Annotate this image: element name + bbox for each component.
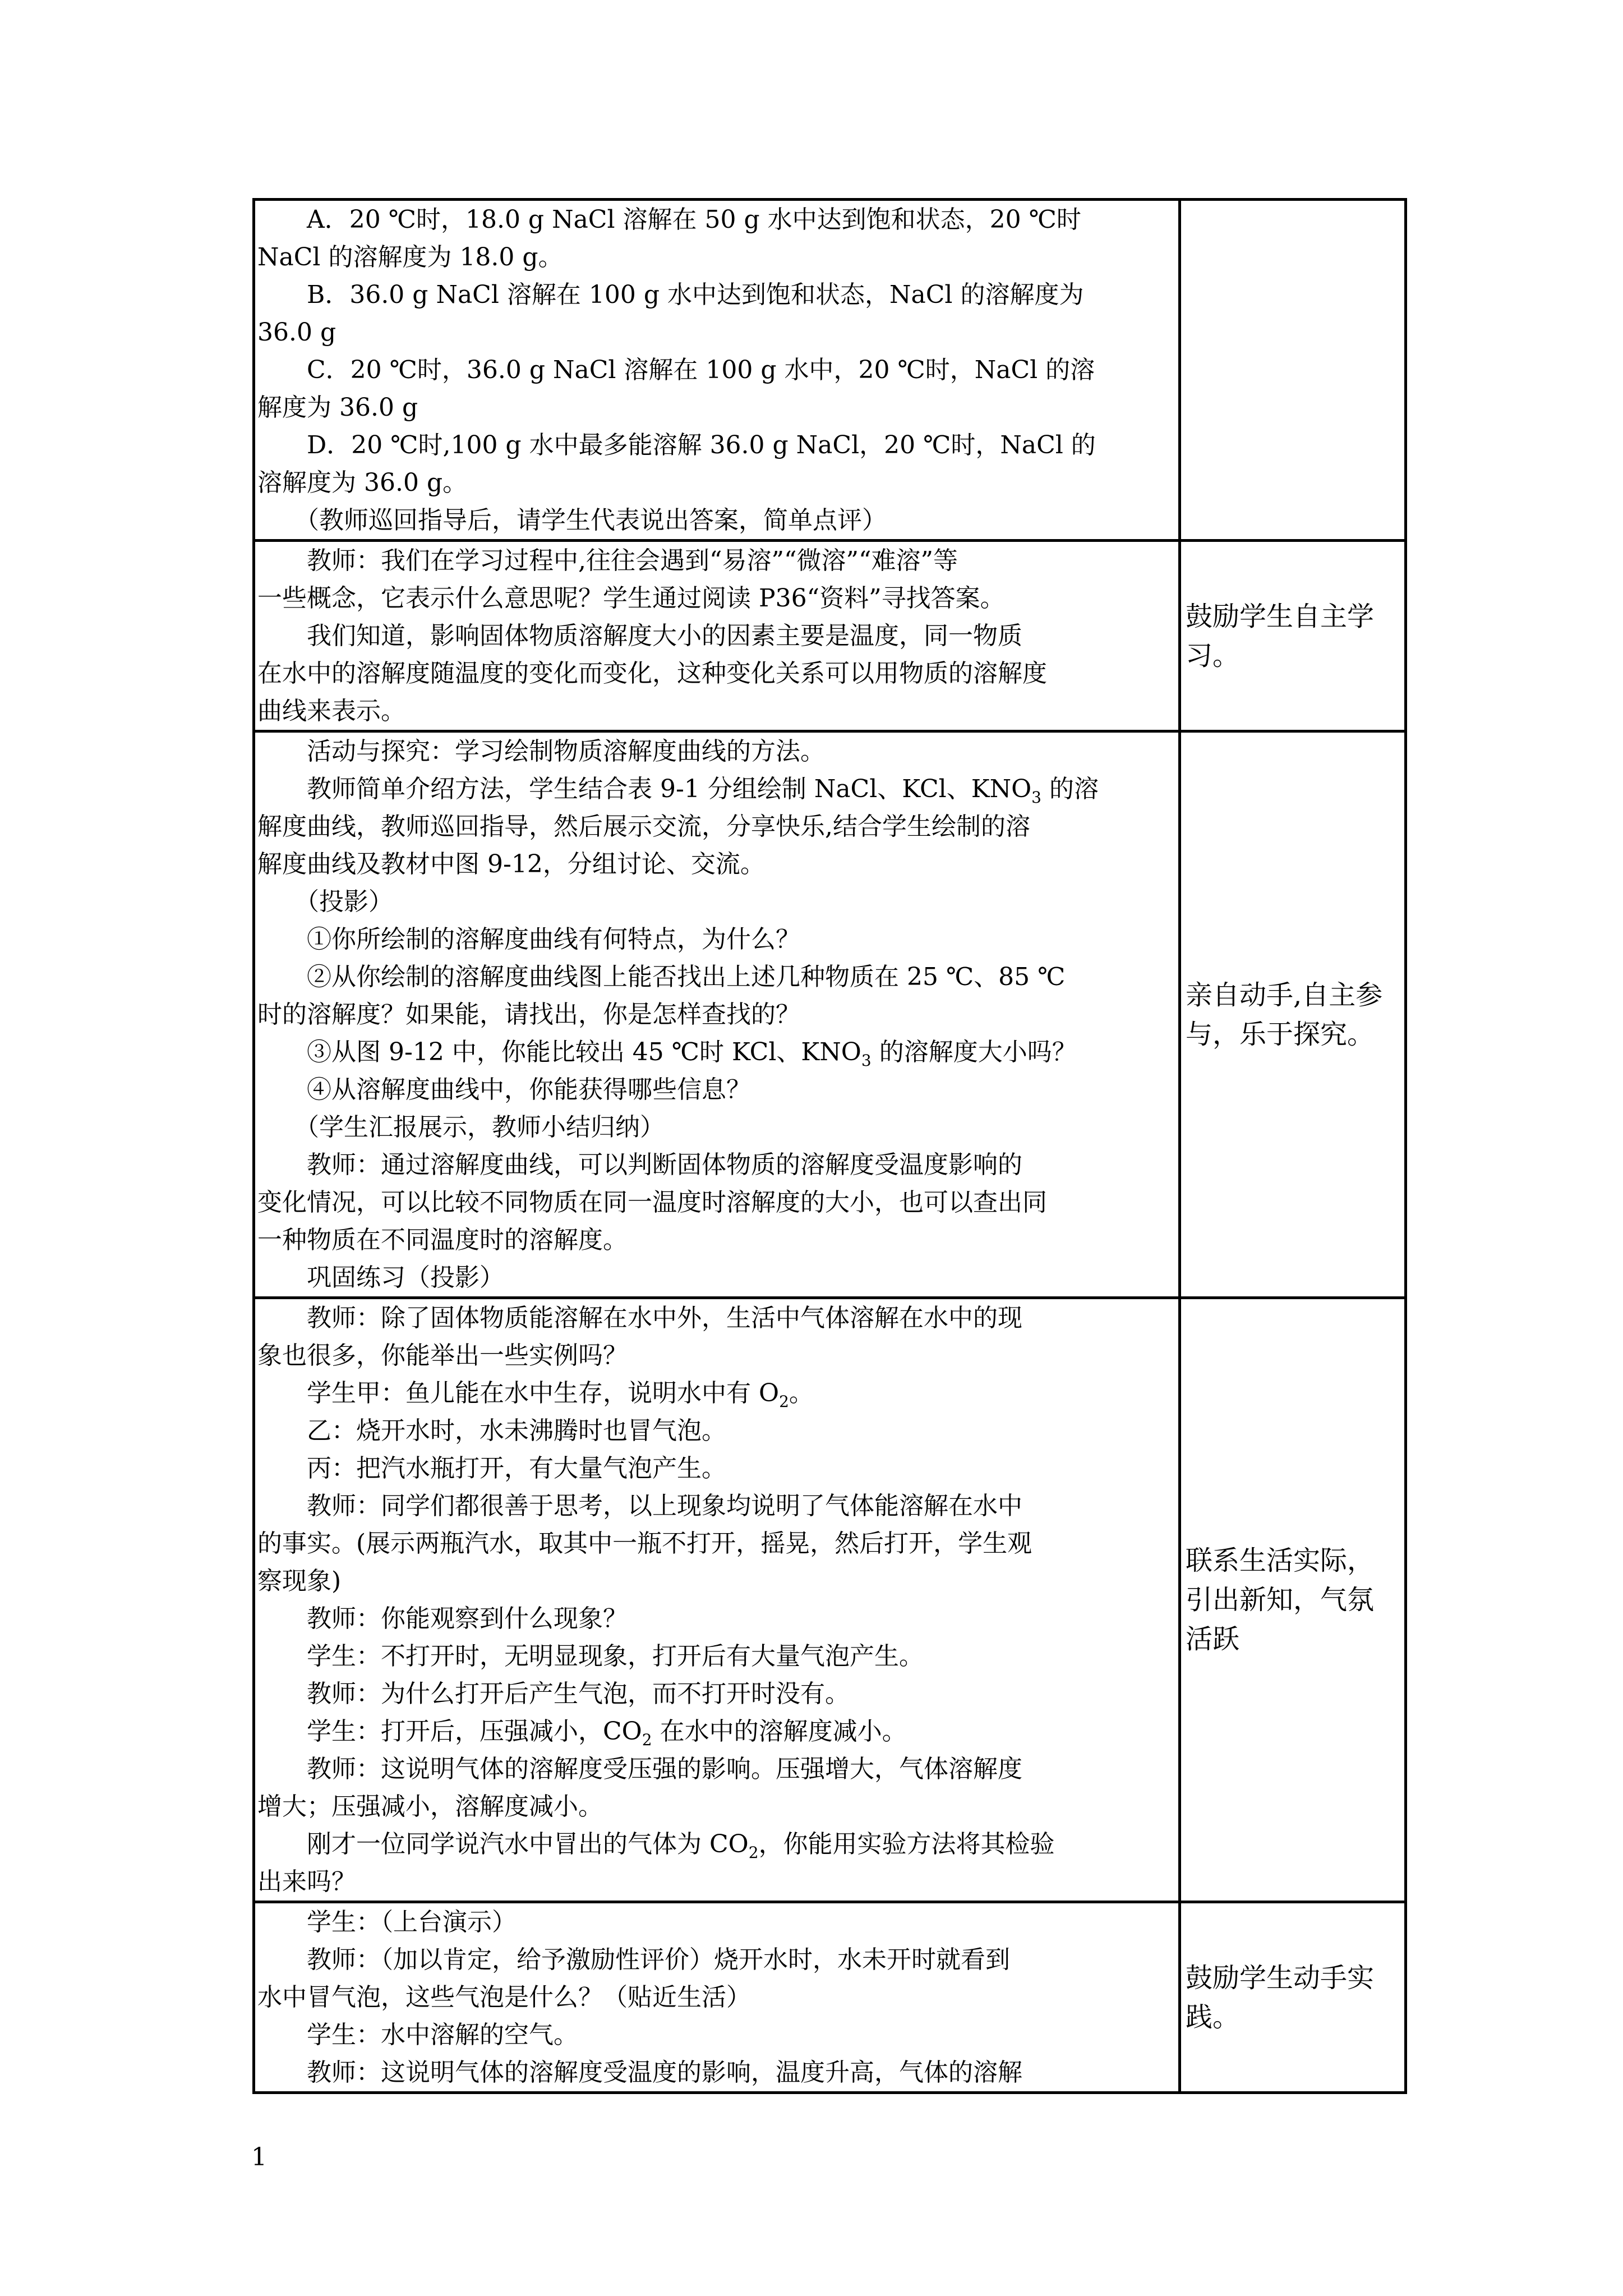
text-line: （投影） — [257, 887, 393, 916]
text-line: 活动与探究：学习绘制物质溶解度曲线的方法。 — [257, 737, 825, 766]
text-line: 解度曲线及教材中图 9-12，分组讨论、交流。 — [257, 850, 765, 878]
text-line: 变化情况，可以比较不同物质在同一温度时溶解度的大小，也可以查出同 — [257, 1188, 1047, 1217]
text-line: 学生：（上台演示） — [257, 1908, 517, 1936]
remark-text: 联系生活实际，引出新知，气氛活跃 — [1186, 1545, 1375, 1655]
table-row — [254, 1902, 1406, 2093]
text-line: （教师巡回指导后，请学生代表说出答案，简单点评） — [257, 506, 887, 535]
text-line: 刚才一位同学说汽水中冒出的气体为 $CO_2$，你能用实验方法将其检验 — [257, 1830, 1055, 1862]
text-line: 象也很多，你能举出一些实例吗？ — [257, 1341, 628, 1370]
text-line: 水中冒气泡，这些气泡是什么？（贴近生活） — [257, 1983, 751, 2012]
text-line: ②从你绘制的溶解度曲线图上能否找出上述几种物质在 25 ℃、85 ℃ — [257, 963, 1066, 991]
text-line: 出来吗？ — [257, 1867, 356, 1896]
text-line: （学生汇报展示，教师小结归纳） — [257, 1113, 665, 1142]
text-line: C．20 ℃时，36.0 g NaCl 溶解在 100 g 水中，20 ℃时，NaCl 的溶 — [257, 356, 1095, 384]
text-line: 增大；压强减小，溶解度减小。 — [257, 1792, 603, 1821]
page-number: 1 — [251, 2143, 267, 2171]
remark-text: 鼓励学生自主学习。 — [1186, 600, 1375, 671]
table-row — [254, 731, 1406, 1298]
table-row — [254, 1298, 1406, 1902]
text-line: 学生：水中溶解的空气。 — [257, 2021, 578, 2049]
text-line: 教师：通过溶解度曲线，可以判断固体物质的溶解度受温度影响的 — [257, 1151, 1022, 1179]
text-line: 教师：为什么打开后产生气泡，而不打开时没有。 — [257, 1680, 850, 1708]
text-line: 教师：这说明气体的溶解度受温度的影响，温度升高，气体的溶解 — [257, 2058, 1022, 2087]
table-row — [254, 541, 1406, 731]
text-line: 学生：打开后，压强减小，$CO_2$ 在水中的溶解度减小。 — [257, 1717, 907, 1749]
text-line: B．36.0 g NaCl 溶解在 100 g 水中达到饱和状态，NaCl 的溶解度为 — [257, 280, 1084, 309]
remark-cell — [1180, 1902, 1406, 2093]
main-content-cell — [254, 1902, 1180, 2093]
remark-cell — [1180, 731, 1406, 1298]
text-line: 学生：不打开时，无明显现象，打开后有大量气泡产生。 — [257, 1642, 924, 1671]
text-line: 乙：烧开水时，水未沸腾时也冒气泡。 — [257, 1416, 726, 1445]
text-line: ①你所绘制的溶解度曲线有何特点，为什么？ — [257, 925, 800, 954]
main-content-cell — [254, 731, 1180, 1298]
text-line: 巩固练习（投影） — [257, 1263, 504, 1292]
text-line: 解度曲线，教师巡回指导，然后展示交流，分享快乐,结合学生绘制的溶 — [257, 812, 1030, 841]
remark-cell — [1180, 200, 1406, 541]
text-line: ④从溶解度曲线中，你能获得哪些信息？ — [257, 1075, 751, 1104]
text-line: 我们知道，影响固体物质溶解度大小的因素主要是温度，同一物质 — [257, 622, 1022, 650]
text-line: 教师简单介绍方法，学生结合表 9-1 分组绘制 NaCl、KCl、$KNO_3$ 的溶 — [257, 775, 1099, 807]
text-line: 丙：把汽水瓶打开，有大量气泡产生。 — [257, 1454, 726, 1483]
remark-cell — [1180, 1298, 1406, 1902]
text-line: 一种物质在不同温度时的溶解度。 — [257, 1226, 628, 1254]
remark-cell — [1180, 541, 1406, 731]
text-line: 的事实。(展示两瓶汽水，取其中一瓶不打开，摇晃，然后打开，学生观 — [257, 1529, 1032, 1558]
text-line: 察现象) — [257, 1567, 342, 1595]
text-line: 教师：这说明气体的溶解度受压强的影响。压强增大，气体溶解度 — [257, 1755, 1022, 1783]
text-line: 学生甲：鱼儿能在水中生存，说明水中有 $O_2$。 — [257, 1379, 814, 1411]
text-line: 曲线来表示。 — [257, 697, 405, 725]
lesson-plan-table — [252, 198, 1407, 2094]
text-line: 时的溶解度？如果能，请找出，你是怎样查找的？ — [257, 1000, 800, 1029]
text-line: 教师：我们在学习过程中,往往会遇到“易溶”“微溶”“难溶”等 — [257, 546, 958, 575]
text-line: 解度为 36.0 g — [257, 393, 418, 422]
text-line: ③从图 9-12 中，你能比较出 45 ℃时 KCl、$KNO_3$ 的溶解度大小吗？ — [257, 1038, 1077, 1070]
text-line: 在水中的溶解度随温度的变化而变化，这种变化关系可以用物质的溶解度 — [257, 659, 1047, 688]
text-line: 教师：同学们都很善于思考，以上现象均说明了气体能溶解在水中 — [257, 1492, 1022, 1520]
main-content-cell — [254, 541, 1180, 731]
text-line: 教师：（加以肯定，给予激励性评价）烧开水时，水未开时就看到 — [257, 1945, 1010, 1974]
table-body — [254, 200, 1406, 2093]
text-line: A．20 ℃时，18.0 g NaCl 溶解在 50 g 水中达到饱和状态，20 ℃时 — [257, 205, 1081, 234]
main-content-cell — [254, 1298, 1180, 1902]
text-line: 教师：你能观察到什么现象？ — [257, 1604, 628, 1633]
text-line: 溶解度为 36.0 g。 — [257, 468, 468, 497]
text-line: 教师：除了固体物质能溶解在水中外，生活中气体溶解在水中的现 — [257, 1304, 1022, 1332]
remark-text: 鼓励学生动手实践。 — [1186, 1962, 1375, 2033]
remark-text: 亲自动手,自主参与，乐于探究。 — [1186, 979, 1383, 1050]
text-line: 一些概念，它表示什么意思呢？学生通过阅读 P36“资料”寻找答案。 — [257, 584, 1005, 613]
text-line: D．20 ℃时,100 g 水中最多能溶解 36.0 g NaCl，20 ℃时，NaCl 的 — [257, 431, 1096, 459]
text-line: 36.0 g — [257, 318, 336, 347]
main-content-cell — [254, 200, 1180, 541]
text-line: NaCl 的溶解度为 18.0 g。 — [257, 243, 563, 272]
table-row — [254, 200, 1406, 541]
